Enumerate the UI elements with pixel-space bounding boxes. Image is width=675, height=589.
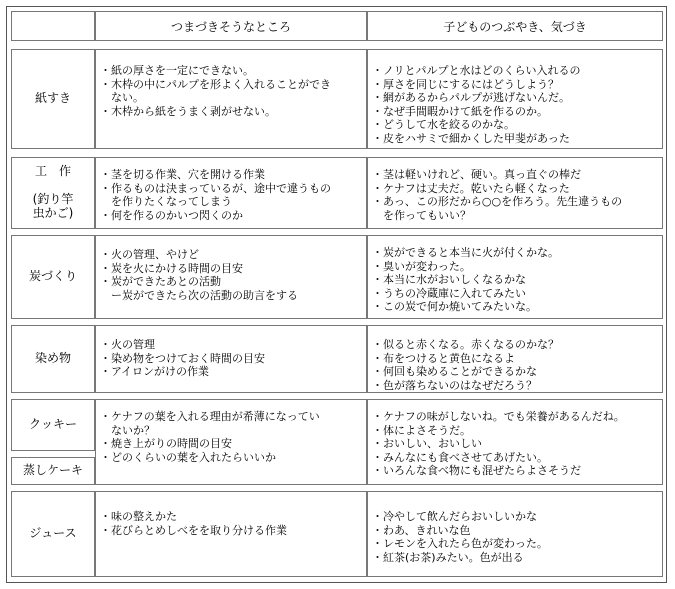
list-item: ・ケナフは丈夫だ。乾いたら軽くなった	[372, 181, 570, 195]
list-item: ー炭ができたら次の活動の助言をする	[100, 288, 298, 302]
row-difficulties-paper	[95, 49, 367, 149]
list-item: ・似ると赤くなる。赤くなるのかな？	[372, 338, 559, 351]
list-item: ・いろんな食べ物にも混ぜたらよさそうだ	[372, 464, 581, 478]
list-item: ・味の整えかた	[100, 510, 177, 523]
category-label: (釣り竿	[32, 192, 74, 207]
list-item: ・ケナフの味がしないね。でも栄養があるんだね。	[372, 410, 625, 423]
list-item: ・ケナフの葉を入れる理由が希薄になってい	[100, 410, 320, 423]
list-item: ないか？	[100, 423, 155, 437]
list-item: ・火の管理、やけど	[100, 248, 199, 261]
row-observations-dyeing	[367, 325, 663, 393]
row-category-charcoal	[11, 235, 95, 319]
list-item: を作ってもいい？	[372, 208, 471, 222]
list-item: ・なぜ手間暇かけて紙を作るのか。	[372, 104, 548, 118]
row-difficulties-juice	[95, 491, 367, 577]
header-difficulties-label: つまづきそうなところ	[170, 19, 291, 34]
category-label: 工 作	[34, 164, 71, 179]
list-item: ・色が落ちないのはなぜだろう？	[372, 378, 537, 392]
activity-table	[6, 6, 667, 583]
list-item: ・紙の厚さを一定にできない。	[100, 64, 254, 77]
list-item: ・何回も染めることができるかな	[372, 365, 537, 379]
list-item: ・おいしい、おいしい	[372, 437, 482, 451]
list-item: ・網があるからパルプが逃げないんだ。	[372, 91, 570, 105]
header-difficulties	[95, 11, 367, 41]
list-item: ・作るものは決まっているが、途中で違うもの	[100, 181, 331, 195]
list-item: ・みんなにも食べさせてあげたい。	[372, 450, 548, 464]
row-difficulties-charcoal	[95, 235, 367, 319]
list-item: ない。	[100, 91, 144, 105]
row-observations-juice	[367, 491, 663, 577]
list-item: ・厚さを同じにするにはどうしよう？	[372, 77, 559, 91]
header-empty-cell	[11, 11, 95, 41]
row-category-juice	[11, 491, 95, 577]
category-label: 蒸しケーキ	[22, 463, 83, 478]
list-item: ・どうして水を絞るのかな。	[372, 118, 515, 132]
list-item: ・皮をハサミで細かくした甲斐があった	[372, 131, 570, 145]
list-item: ・何を作るのかいつ閃くのか	[100, 208, 243, 222]
list-item: ・茎は軽いけれど、硬い。真っ直ぐの棒だ	[372, 168, 581, 181]
category-label: ジュース	[29, 526, 77, 541]
row-difficulties-craft	[95, 157, 367, 229]
list-item: を作りたくなってしまう	[100, 195, 232, 209]
list-item: ・炭ができたあとの活動	[100, 275, 221, 289]
row-difficulties-dyeing	[95, 325, 367, 393]
list-item: ・木枠の中にパルプを形よく入れることができ	[100, 77, 331, 91]
list-item: ・あっ、この形だから○○を作ろう。先生違うもの	[372, 195, 623, 209]
list-item: ・本当に水がおいしくなるかな	[372, 273, 526, 287]
list-item: ・うちの冷蔵庫に入れてみたい	[372, 286, 526, 300]
row-observations-charcoal	[367, 235, 663, 319]
list-item: ・茎を切る作業、穴を開ける作業	[100, 168, 265, 181]
row-observations-craft	[367, 157, 663, 229]
list-item: ・木枠から紙をうまく剥がせない。	[100, 104, 276, 118]
row-difficulties-cookie	[95, 399, 367, 485]
list-item: ・アイロンがけの作業	[100, 365, 210, 379]
list-item: ・体によさそうだ。	[372, 423, 471, 437]
list-item: ・炭ができると本当に火が付くかな。	[372, 246, 559, 259]
list-item: ・冷やして飲んだらおいしいかな	[372, 510, 537, 523]
list-item: ・焼き上がりの時間の目安	[100, 437, 232, 451]
row-category-cookie	[11, 399, 95, 451]
list-item: ・花びらとめしべをを取り分ける作業	[100, 523, 287, 537]
list-item: ・臭いが変わった。	[372, 259, 471, 273]
row-observations-paper	[367, 49, 663, 149]
row-category-paper	[11, 49, 95, 149]
list-item: ・レモンを入れたら色が変わった。	[372, 537, 548, 551]
list-item: ・火の管理	[100, 338, 155, 351]
header-observations-label: 子どものつぶやき、気づき	[443, 19, 587, 34]
list-item: ・布をつけると黄色になるよ	[372, 351, 515, 365]
list-item: ・紅茶(お茶)みたい。色が出る	[372, 550, 524, 564]
row-observations-cookie	[367, 399, 663, 485]
category-label: 虫かご)	[32, 205, 74, 220]
list-item: ・この炭で何か焼いてみたいな。	[372, 300, 537, 314]
row-category-steamed-cake	[11, 457, 95, 485]
list-item: ・染め物をつけておく時間の目安	[100, 351, 265, 365]
row-category-dyeing	[11, 325, 95, 393]
list-item: ・わあ、きれいな色	[372, 523, 471, 537]
category-label: クッキー	[28, 417, 77, 432]
category-label: 染め物	[34, 351, 71, 366]
list-item: ・炭を火にかける時間の目安	[100, 261, 243, 275]
list-item: ・ノリとパルプと水はどのくらい入れるの	[372, 64, 581, 77]
row-category-craft	[11, 157, 95, 229]
category-label: 紙すき	[34, 91, 71, 106]
category-label: 炭づくり	[28, 269, 77, 284]
header-observations	[367, 11, 663, 41]
list-item: ・どのくらいの葉を入れたらいいか	[100, 450, 276, 464]
